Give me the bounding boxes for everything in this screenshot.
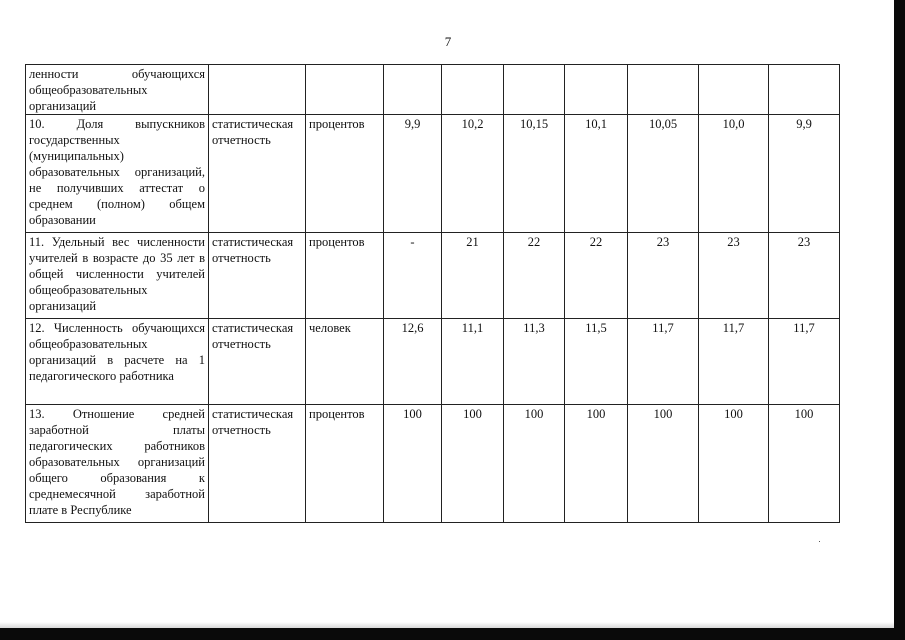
value-cell: 100 [628,405,699,523]
source-cell: статистическая отчетность [209,319,306,405]
value-cell: 10,15 [504,115,565,233]
value-cell: 100 [504,405,565,523]
value-cell: 11,3 [504,319,565,405]
value-cell: 22 [504,233,565,319]
table-row [26,405,840,523]
indicator-name-cell: 10. Доля выпускников государственных (муниципальных) образовательных организаций, не получивших аттестат о среднем (полном) общем образовании [26,115,209,233]
value-cell: 22 [565,233,628,319]
value-cell: - [384,233,442,319]
unit-cell: процентов [306,405,384,523]
value-cell: 11,5 [565,319,628,405]
table-row [26,65,840,115]
value-cell: 100 [699,405,769,523]
value-cell: 100 [442,405,504,523]
value-cell: 11,7 [699,319,769,405]
scan-speck [819,541,820,542]
value-cell: 100 [769,405,840,523]
value-cell [442,65,504,115]
indicator-name-cell: 12. Численность обучающихся общеобразовательных организаций в расчете на 1 педагогического работника [26,319,209,405]
value-cell: 100 [384,405,442,523]
value-cell [769,65,840,115]
value-cell: 21 [442,233,504,319]
table-row [26,319,840,405]
value-cell [565,65,628,115]
value-cell: 9,9 [384,115,442,233]
value-cell [699,65,769,115]
value-cell: 23 [699,233,769,319]
value-cell: 23 [769,233,840,319]
value-cell: 12,6 [384,319,442,405]
value-cell: 11,7 [628,319,699,405]
source-cell [209,65,306,115]
indicator-name-cell: 13. Отношение средней заработной платы педагогических работников образовательных организаций общего образования к среднемесячной заработной плате в Республике [26,405,209,523]
value-cell: 23 [628,233,699,319]
value-cell: 10,0 [699,115,769,233]
table-row [26,233,840,319]
indicators-table [25,64,840,523]
value-cell: 9,9 [769,115,840,233]
value-cell [384,65,442,115]
source-cell: статистическая отчетность [209,115,306,233]
value-cell [504,65,565,115]
value-cell: 100 [565,405,628,523]
unit-cell: человек [306,319,384,405]
value-cell: 11,1 [442,319,504,405]
source-cell: статистическая отчетность [209,233,306,319]
value-cell: 10,1 [565,115,628,233]
value-cell: 10,05 [628,115,699,233]
scan-edge-bottom [0,628,905,640]
unit-cell: процентов [306,233,384,319]
unit-cell: процентов [306,115,384,233]
value-cell [628,65,699,115]
table-row [26,115,840,233]
value-cell: 10,2 [442,115,504,233]
indicator-name-cell: 11. Удельный вес численности учителей в возрасте до 35 лет в общей численности учителей общеобразовательных организаций [26,233,209,319]
source-cell: статистическая отчетность [209,405,306,523]
unit-cell [306,65,384,115]
page-number: 7 [444,34,452,49]
value-cell: 11,7 [769,319,840,405]
indicator-name-cell: ленности обучающихся общеобразовательных организаций [26,65,209,115]
scan-edge-right [894,0,905,640]
